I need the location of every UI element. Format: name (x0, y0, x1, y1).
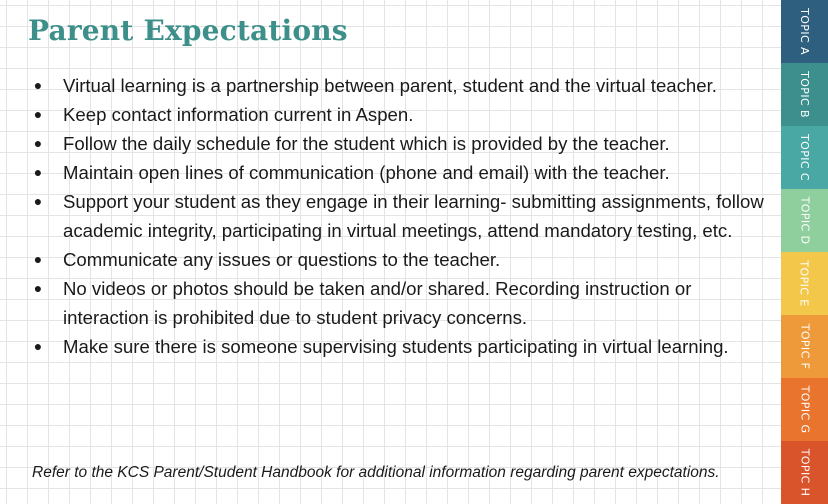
list-item-text: No videos or photos should be taken and/or shared. Recording instruction or interaction is prohibited due to student privacy concerns. (63, 278, 692, 328)
tab-label: TOPIC D (798, 196, 812, 245)
list-item (28, 245, 780, 274)
topic-tabs (781, 0, 828, 504)
tab-topic-b[interactable] (781, 63, 828, 126)
list-item-text: Make sure there is someone supervising students participating in virtual learning. (63, 336, 729, 357)
tab-label: TOPIC B (798, 71, 811, 118)
page-title: Parent Expectations (28, 14, 348, 47)
bullet-icon: ● (33, 193, 43, 209)
bullet-icon: ● (33, 77, 43, 93)
tab-label: TOPIC H (798, 448, 812, 497)
list-item (28, 332, 780, 361)
tab-topic-c[interactable] (781, 126, 828, 189)
bullet-icon: ● (33, 106, 43, 122)
tab-topic-h[interactable] (781, 441, 828, 504)
expectations-list (28, 71, 780, 361)
list-item (28, 187, 780, 245)
tab-topic-g[interactable] (781, 378, 828, 441)
list-item (28, 100, 780, 129)
tab-label: TOPIC F (798, 323, 811, 370)
tab-topic-a[interactable] (781, 0, 828, 63)
list-item-text: Keep contact information current in Aspen. (63, 104, 414, 125)
list-item-text: Support your student as they engage in their learning- submitting assignments, follow academic integrity, participating in virtual meetings, attend mandatory testing, etc. (63, 191, 764, 241)
tab-label: TOPIC E (798, 260, 811, 307)
tab-label: TOPIC G (798, 385, 812, 434)
bullet-icon: ● (33, 280, 43, 296)
list-item-text: Follow the daily schedule for the student which is provided by the teacher. (63, 133, 670, 154)
tab-label: TOPIC C (797, 134, 811, 181)
list-item (28, 274, 780, 332)
tab-topic-f[interactable] (781, 315, 828, 378)
handbook-note: Refer to the KCS Parent/Student Handbook for additional information regarding parent expectations. (32, 464, 720, 481)
list-item (28, 158, 780, 187)
list-item (28, 129, 780, 158)
tab-topic-d[interactable] (781, 189, 828, 252)
bullet-icon: ● (33, 135, 43, 151)
bullet-icon: ● (33, 164, 43, 180)
list-item-text: Virtual learning is a partnership between parent, student and the virtual teacher. (63, 75, 717, 96)
list-item-text: Communicate any issues or questions to the teacher. (63, 249, 501, 270)
tab-label: TOPIC A (797, 8, 811, 55)
bullet-icon: ● (33, 251, 43, 267)
tab-topic-e[interactable] (781, 252, 828, 315)
bullet-icon: ● (33, 338, 43, 354)
list-item (28, 71, 780, 100)
list-item-text: Maintain open lines of communication (phone and email) with the teacher. (63, 162, 670, 183)
